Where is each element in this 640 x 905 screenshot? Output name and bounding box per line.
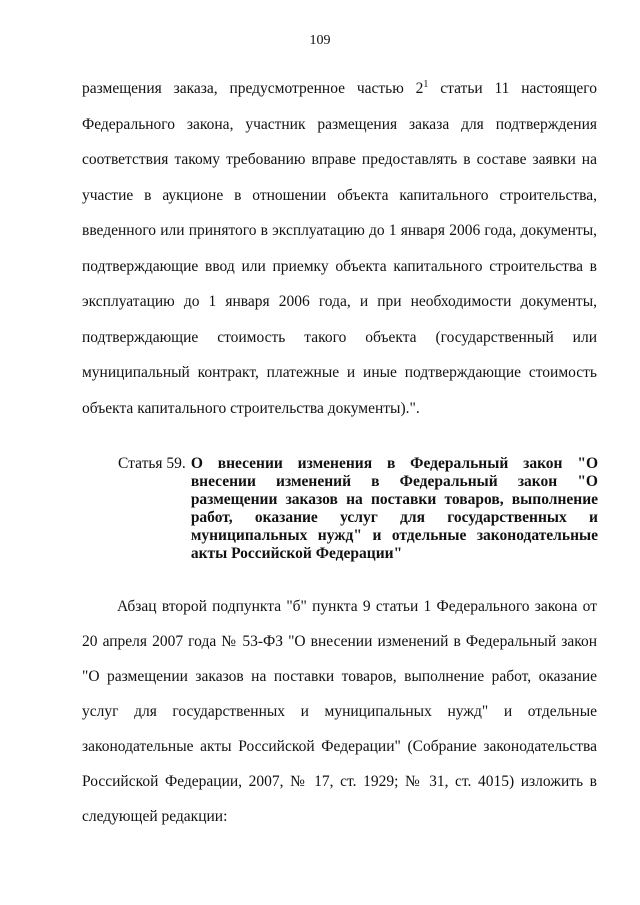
article-label: Статья 59. (118, 455, 186, 472)
paragraph-text-start: размещения заказа, предусмотренное частью 2 (82, 80, 424, 97)
article-title: О внесении изменения в Федеральный закон "О внесении изменений в Федеральный закон "О размещении заказов на поставки товаров, выполнение работ, оказание услуг для государственных и муниципальных нужд" и отдельные законодательные акты Российской Федерации" (190, 455, 598, 562)
page-number: 109 (309, 33, 331, 48)
paragraph-continuation (82, 71, 597, 426)
superscript: 1 (423, 78, 429, 90)
article-heading (118, 455, 598, 563)
paragraph-text-end: статьи 11 настоящего Федерального закона, участник размещения заказа для подтверждения соответствия такому требованию вправе предоставлять в составе заявки на участие в аукционе в отношении объекта капитального строительства, введенного или принятого в эксплуатацию до 1 января 2006 года, документы, подтверждающие ввод или приемку объекта капитального строительства в эксплуатацию до 1 января 2006 года, и при необходимости документы, подтверждающие стоимость такого объекта (государственный или муниципальный контракт, платежные и иные подтверждающие стоимость объекта капитального строительства документы).". (82, 80, 597, 417)
paragraph-body: Абзац второй подпункта "б" пункта 9 статьи 1 Федерального закона от 20 апреля 2007 года № 53-ФЗ "О внесении изменений в Федеральный закон "О размещении заказов на поставки товаров, выполнение работ, оказание услуг для государственных и муниципальных нужд" и отдельные законодательные акты Российской Федерации" (Собрание законодательства Российской Федерации, 2007, № 17, ст. 1929; № 31, ст. 4015) изложить в следующей редакции: (82, 598, 597, 825)
